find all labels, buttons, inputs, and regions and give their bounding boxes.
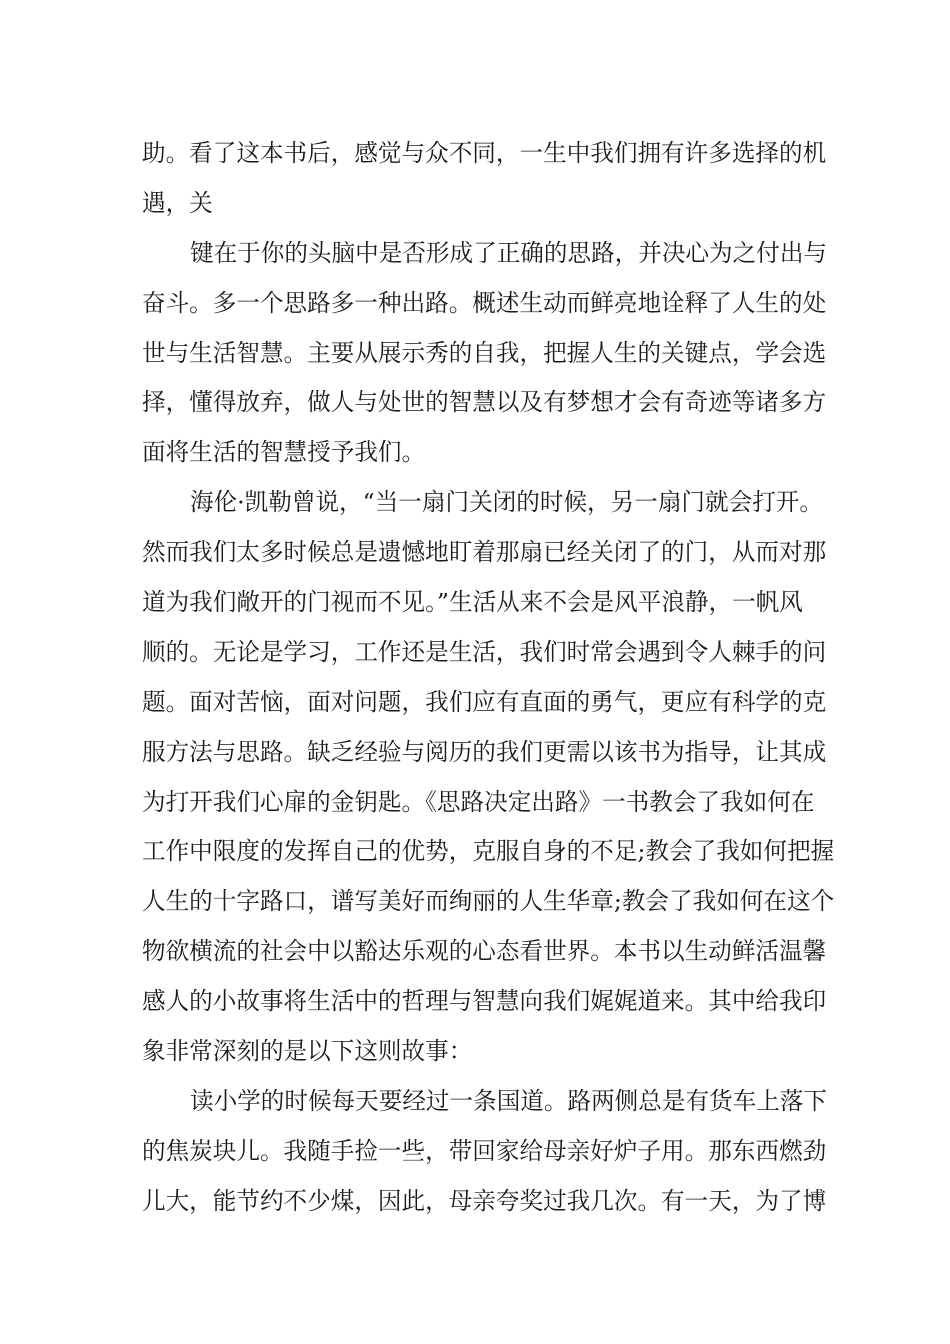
text-line: 的焦炭块儿。我随手捡一些，带回家给母亲好炉子用。那东西燃劲 [142, 1136, 827, 1165]
text-line: 奋斗。多一个思路多一种出路。概述生动而鲜亮地诠释了人生的处 [142, 288, 827, 317]
paragraph-start-line: 键在于你的头脑中是否形成了正确的思路，并决心为之付出与 [190, 238, 828, 267]
text-line: 感人的小故事将生活中的哲理与智慧向我们娓娓道来。其中给我印 [142, 987, 827, 1016]
text-line: 道为我们敞开的门视而不见。”生活从来不会是风平浪静，一帆风 [142, 588, 803, 617]
text-line: 物欲横流的社会中以豁达乐观的心态看世界。本书以生动鲜活温馨 [142, 937, 827, 966]
text-line: 遇，关 [142, 188, 213, 217]
text-line: 面将生活的智慧授予我们。 [142, 438, 426, 467]
text-line: 儿大，能节约不少煤，因此，母亲夸奖过我几次。有一天，为了博 [142, 1186, 827, 1215]
text-line: 题。面对苦恼，面对问题，我们应有直面的勇气，更应有科学的克 [142, 687, 827, 716]
text-line: 顺的。无论是学习，工作还是生活，我们时常会遇到令人棘手的问 [142, 637, 827, 666]
text-line: 工作中限度的发挥自己的优势，克服自身的不足;教会了我如何把握 [142, 837, 835, 866]
paragraph-start-line: 读小学的时候每天要经过一条国道。路两侧总是有货车上落下 [190, 1086, 828, 1115]
text-line: 然而我们太多时候总是遗憾地盯着那扇已经关闭了的门，从而对那 [142, 538, 827, 567]
text-line: 助。看了这本书后，感觉与众不同，一生中我们拥有许多选择的机 [142, 139, 827, 167]
text-line: 服方法与思路。缺乏经验与阅历的我们更需以该书为指导，让其成 [142, 737, 827, 766]
text-line: 为打开我们心扉的金钥匙。《思路决定出路》一书教会了我如何在 [142, 787, 815, 816]
body-text [142, 129, 835, 1227]
text-line: 世与生活智慧。主要从展示秀的自我，把握人生的关键点，学会选 [142, 338, 827, 367]
paragraph-start-line: 海伦·凯勒曾说，“当一扇门关闭的时候，另一扇门就会打开。 [190, 488, 823, 517]
text-line: 择，懂得放弃，做人与处世的智慧以及有梦想才会有奇迹等诸多方 [142, 388, 827, 417]
text-line: 人生的十字路口，谱写美好而绚丽的人生华章;教会了我如何在这个 [142, 887, 835, 916]
text-line: 象非常深刻的是以下这则故事： [142, 1037, 473, 1066]
